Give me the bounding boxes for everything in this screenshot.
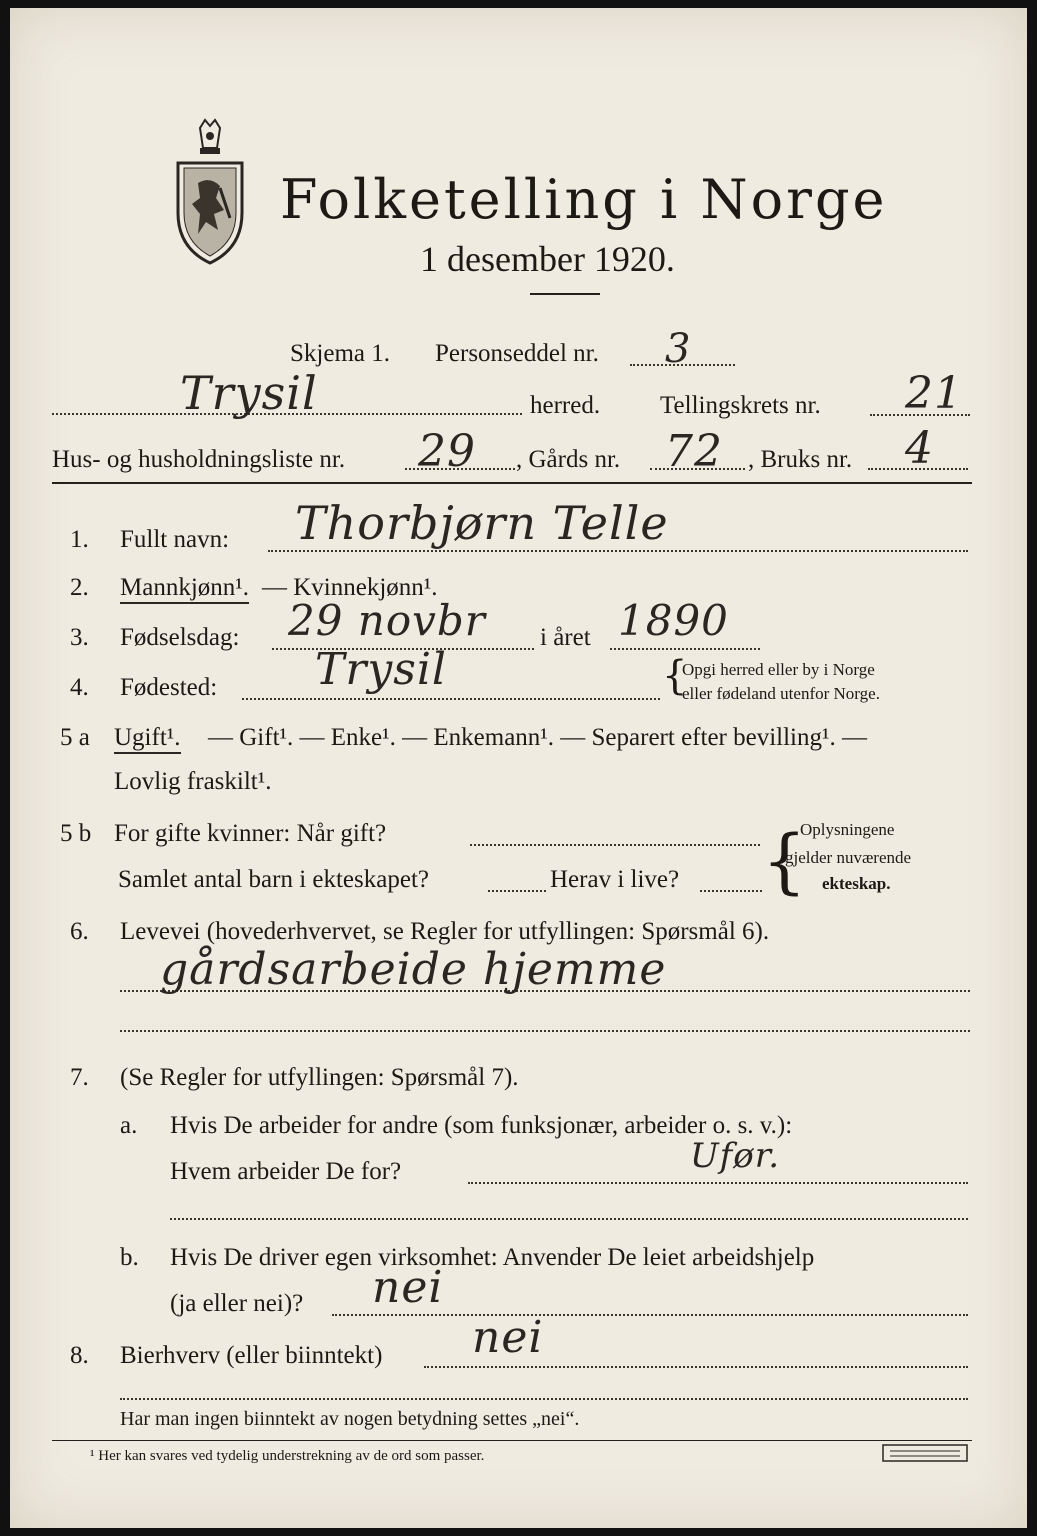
husliste-value: 29 [418,426,476,477]
q1-full-name-value: Thorbjørn Telle [295,496,669,550]
q3-birthday-value: 29 novbr [288,596,486,645]
q7a-dotline-1 [468,1182,968,1184]
q7a-label: Hvis De arbeider for andre (som funksjonær, arbeider o. s. v.): [170,1112,793,1139]
q7b-dotline [332,1314,968,1316]
q4-label: Fødested: [120,674,218,701]
footnote: ¹ Her kan svares ved tydelig understrekning av de ord som passer. [90,1448,485,1464]
husliste-label: Hus- og husholdningsliste nr. [52,446,346,473]
header-rule [52,482,972,484]
q1-number: 1. [70,526,89,553]
q5b-number: 5 b [60,820,92,847]
q6-label: Levevei (hovederhvervet, se Regler for utfyllingen: Spørsmål 6). [120,918,770,945]
gards-value: 72 [665,426,723,477]
q7b-label: Hvis De driver egen virksomhet: Anvender De leiet arbeidshjelp [170,1244,815,1271]
q5b-dotline-2 [488,890,546,892]
q5b-label: For gifte kvinner: Når gift? [114,820,387,847]
q3-year-value: 1890 [618,596,729,645]
q6-occupation-value: gårdsarbeide hjemme [160,944,667,995]
q6-number: 6. [70,918,89,945]
q4-number: 4. [70,674,89,701]
q4-birthplace-value: Trysil [315,644,447,695]
q8-number: 8. [70,1342,89,1369]
q2-male [120,574,249,602]
tellingskrets-label: Tellingskrets nr. [660,392,821,419]
q7b-hired-help-value: nei [372,1262,444,1313]
gards-label: , Gårds nr. [516,446,621,473]
q4-note-brace: { [662,653,688,699]
herred-label: herred. [530,392,601,419]
q4-dotline [242,698,660,700]
title-divider [530,293,600,295]
q7-label: (Se Regler for utfyllingen: Spørsmål 7). [120,1064,519,1091]
q5b-note-line3: ekteskap. [822,874,891,893]
q5b-line2b: Herav i live? [550,866,680,893]
q2-female: — Kvinnekjønn¹. [262,574,438,601]
q4-note-line2: eller fødeland utenfor Norge. [682,684,880,703]
q3-label: Fødselsdag: [120,624,240,651]
personseddel-value: 3 [665,326,692,372]
schema-label: Skjema 1. [290,340,390,367]
footer-rule [52,1440,972,1441]
q5a-number: 5 a [60,724,90,751]
q5b-line2a: Samlet antal barn i ekteskapet? [118,866,429,893]
q4-note-line1: Opgi herred eller by i Norge [682,660,875,679]
q8-dotline-2 [120,1398,968,1400]
q2-number: 2. [70,574,89,601]
q7a-employer-value: Ufør. [690,1136,781,1176]
q7-number: 7. [70,1064,89,1091]
bruks-label: , Bruks nr. [748,446,853,473]
q7a-dotline-2 [170,1218,968,1220]
q1-dotline [268,550,968,552]
q5b-dotline-3 [700,890,762,892]
printer-stamp-icon [882,1444,968,1462]
q5a-line2: Lovlig fraskilt¹. [114,768,272,795]
q7a-line2: Hvem arbeider De for? [170,1158,402,1185]
q8-side-income-value: nei [472,1312,544,1363]
q5b-note-brace: { [762,820,807,902]
q5a-options: — Gift¹. — Enke¹. — Enkemann¹. — Separert efter bevilling¹. — [208,724,867,751]
q3-year-label: i året [540,624,591,651]
nei-instruction: Har man ingen biinntekt av nogen betydning settes „nei“. [120,1408,580,1430]
census-date: 1 desember 1920. [420,239,675,279]
q7b-line2: (ja eller nei)? [170,1290,304,1317]
norwegian-coat-of-arms-icon [170,118,250,268]
q2-male-underlined: Mannkjønn¹. [120,574,249,604]
q5b-note-line2: gjelder nuværende [785,848,912,867]
form-title: Folketelling i Norge [280,168,888,231]
q7a-number: a. [120,1112,138,1139]
q3-year-dotline [610,648,760,650]
q3-number: 3. [70,624,89,651]
q6-dotline-2 [120,1030,970,1032]
herred-value: Trysil [180,366,318,420]
q5b-dotline-1 [470,844,760,846]
q5a-ugift-underlined: Ugift¹. [114,724,181,754]
q7b-number: b. [120,1244,139,1271]
census-form-page [10,8,1027,1528]
q1-label: Fullt navn: [120,526,230,553]
personseddel-label: Personseddel nr. [435,340,599,367]
q8-label: Bierhverv (eller biinntekt) [120,1342,383,1369]
q5b-note-line1: Oplysningene [800,820,895,839]
q8-dotline-1 [424,1366,968,1368]
bruks-value: 4 [905,423,934,474]
tellingskrets-value: 21 [905,368,963,419]
